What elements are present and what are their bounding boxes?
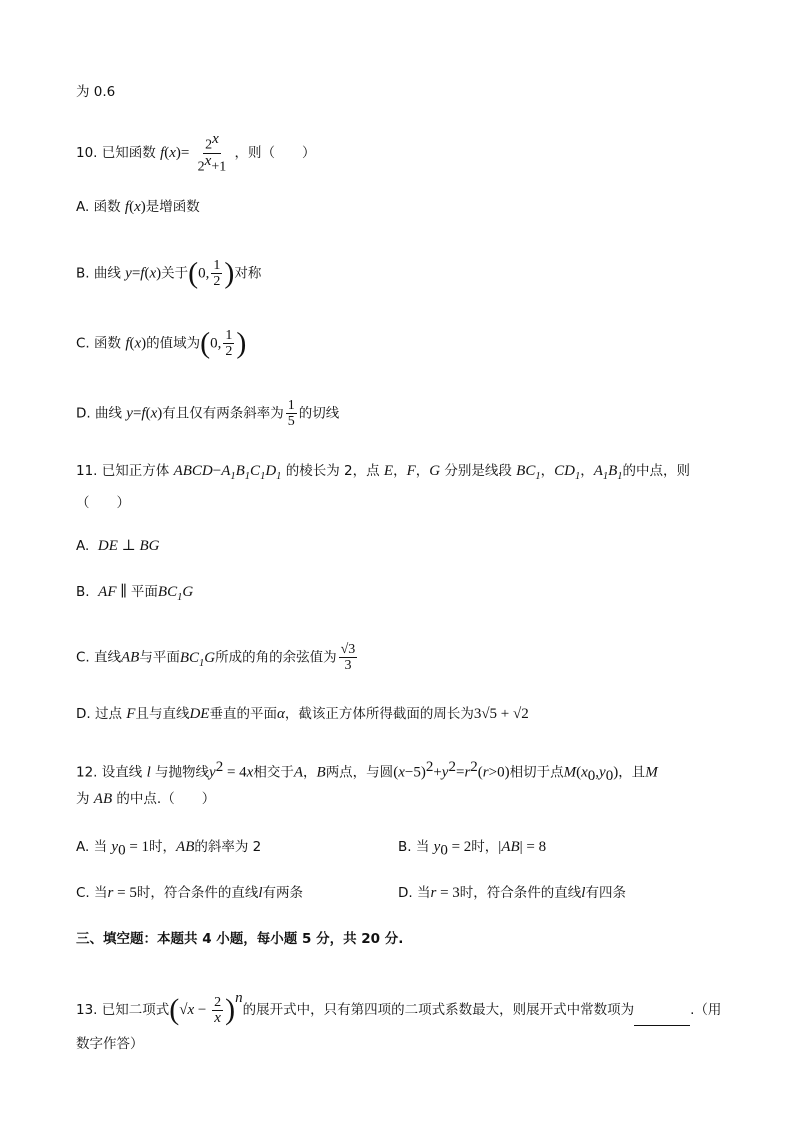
section-heading: 三、填空题：本题共 4 小题，每小题 5 分，共 20 分. xyxy=(76,931,404,947)
fraction: $\frac{2^x}{2^x+1}$ xyxy=(197,131,227,175)
question-11-stem: 11. 已知正方体 $ABCD-A_1B_1C_1D_1$ 的棱长为 2，点 E，F，G 分别是线段 $BC_1$，$CD_1$，$A_1B_1$的中点，则 xyxy=(76,463,691,482)
option-12-c: C. 当r = 5时，符合条件的直线l有两条 xyxy=(76,885,303,901)
option-11-b: B. AF ∥ 平面$BC_1G$ xyxy=(76,584,194,603)
option-12-b: B. 当 $y_0 = 2$时，|AB| = 8 xyxy=(398,839,547,859)
option-12-d: D. 当r = 3时，符合条件的直线l有四条 xyxy=(398,885,626,901)
question-13-stem: 13. 已知二项式(√x − $\frac{2}{x}$ )$^n$的展开式中，只有第四项的二项式系数最大，则展开式中常数项为 .（用 xyxy=(76,990,722,1026)
math-formula: f xyxy=(160,145,165,162)
question-13-cont: 数字作答） xyxy=(76,1036,144,1052)
option-11-c: C. 直线AB与平面$BC_1G$所成的角的余弦值为 $\frac{√3}{3}$ xyxy=(76,642,356,673)
option-10-b: B. 曲线 y=f(x)关于(0, $\frac{1}{2}$ )对称 xyxy=(76,256,262,290)
option-12-a: A. 当 $y_0 = 1$时，AB的斜率为 2 xyxy=(76,839,262,859)
option-10-c: C. 函数 f(x)的值域为(0, $\frac{1}{2}$ ) xyxy=(76,326,247,360)
question-11-paren: （ ） xyxy=(76,495,130,511)
option-10-a: A. 函数 f(x)是增函数 xyxy=(76,199,200,215)
answer-blank[interactable] xyxy=(634,1011,690,1026)
option-10-d: D. 曲线 y=f(x)有且仅有两条斜率为 $\frac{1}{5}$ 的切线 xyxy=(76,398,340,429)
question-12-stem-cont: 为 AB 的中点.（ ） xyxy=(76,791,216,807)
text-line: 为 0.6 xyxy=(76,84,116,100)
option-11-d: D. 过点 F且与直线DE垂直的平面α，截该正方体所得截面的周长为3√5 + √2 xyxy=(76,706,529,722)
question-10-stem: 10. 已知函数 f(x)= $\frac{2^x}{2^x+1}$ ，则（ ） xyxy=(76,131,316,175)
option-11-a: A. DE ⊥ BG xyxy=(76,538,160,554)
question-12-stem: 12. 设直线 l 与抛物线$y^2 = 4x$相交于A，B两点，与圆$(x-5)^2+y^2=r^2(r>0)$相切于点$M(x_0,y_0)$，且M xyxy=(76,759,658,785)
